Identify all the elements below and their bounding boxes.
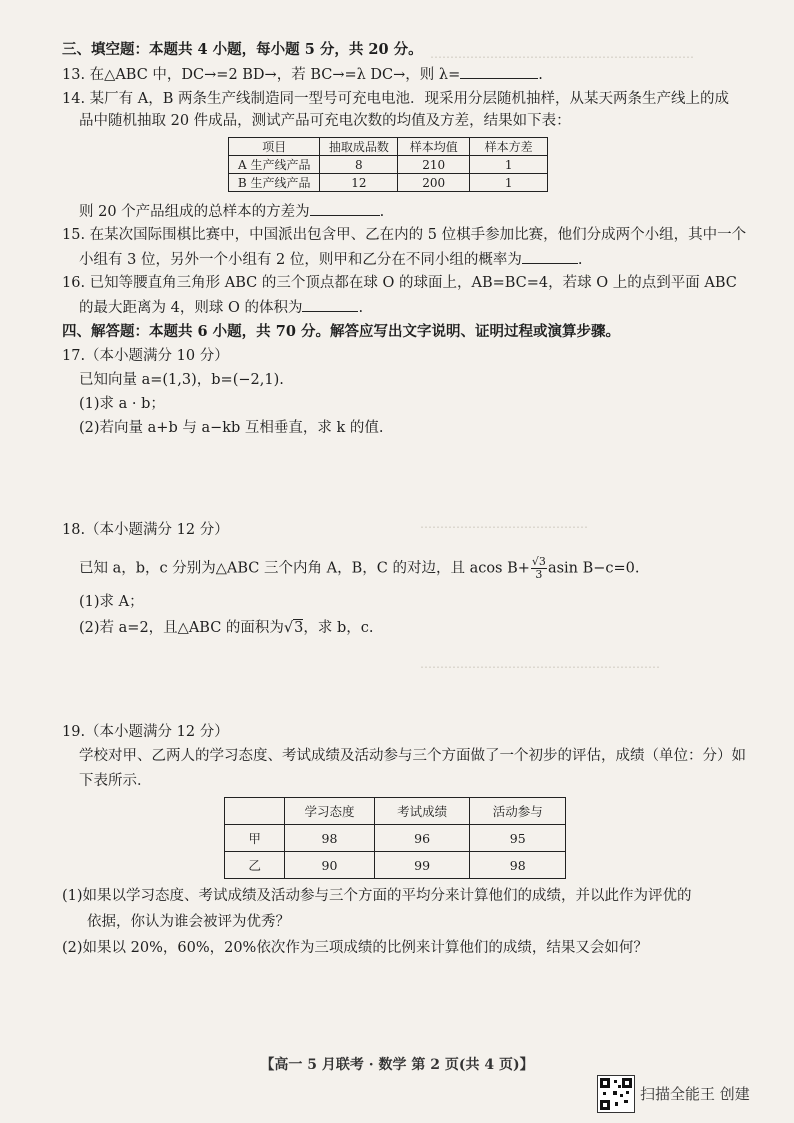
q14-table-cell: A 生产线产品 bbox=[229, 156, 320, 174]
q19-table-cell: 99 bbox=[374, 852, 470, 879]
q18-part2: (2)若 a=2，且△ABC 的面积为√3，求 b，c. bbox=[79, 620, 374, 636]
q18-part1: (1)求 A； bbox=[79, 594, 144, 610]
q13-text: 13. 在△ABC 中， bbox=[62, 67, 182, 83]
q16-line1: 16. 已知等腰直角三角形 ABC 的三个顶点都在球 O 的球面上，AB=BC=4，若球 O 上的点到平面 ABC bbox=[62, 275, 737, 291]
q19-table-header: 活动参与 bbox=[470, 798, 566, 825]
q18-part2-text: (2)若 a=2，且△ABC 的面积为 bbox=[79, 620, 284, 636]
q16-answer-blank bbox=[302, 297, 358, 312]
bleed-through-text: ⋯⋯⋯⋯⋯⋯⋯⋯⋯⋯⋯⋯⋯⋯ bbox=[420, 520, 588, 534]
q14-period: . bbox=[379, 204, 385, 220]
q18-fraction bbox=[531, 556, 547, 581]
q18-given-text-end: asin B−c=0. bbox=[547, 560, 640, 577]
q14-table-cell: 1 bbox=[470, 156, 548, 174]
q19-title: 19.（本小题满分 12 分） bbox=[62, 724, 229, 740]
q13-vector-relation: DC→=2 BD→，若 BC→=λ DC→，则 λ= bbox=[181, 67, 461, 83]
bleed-through-text: ⋯⋯⋯⋯⋯⋯⋯⋯⋯⋯⋯⋯⋯⋯⋯⋯⋯⋯⋯⋯⋯⋯ bbox=[430, 50, 694, 64]
q18-part2-text-end: ，求 b，c. bbox=[303, 620, 374, 636]
q19-table-row bbox=[225, 825, 566, 852]
q14-table-cell: 200 bbox=[398, 174, 470, 192]
q15-answer-blank bbox=[522, 249, 578, 264]
q19-line1: 学校对甲、乙两人的学习态度、考试成绩及活动参与三个方面做了一个初步的评估，成绩（单位：分）如 bbox=[79, 748, 746, 764]
q18-title: 18.（本小题满分 12 分） bbox=[62, 522, 229, 538]
q14-table-header-row bbox=[229, 138, 548, 156]
qr-code-icon bbox=[597, 1075, 635, 1113]
q16-period: . bbox=[358, 300, 364, 316]
q14-line3 bbox=[79, 201, 384, 222]
q19-table bbox=[224, 797, 566, 879]
q13-period: . bbox=[538, 67, 543, 83]
q19-part1-line1: (1)如果以学习态度、考试成绩及活动参与三个方面的平均分来计算他们的成绩，并以此作为评优的 bbox=[62, 888, 692, 904]
q18-fraction-denominator: 3 bbox=[535, 568, 543, 581]
q15-line2 bbox=[79, 249, 583, 270]
section4-header: 四、解答题：本题共 6 小题，共 70 分。解答应写出文字说明、证明过程或演算步骤。 bbox=[62, 323, 620, 340]
q14-table-row bbox=[229, 156, 548, 174]
q14-line2: 品中随机抽取 20 件成品，测试产品可充电次数的均值及方差，结果如下表： bbox=[79, 113, 571, 129]
q19-table-cell: 乙 bbox=[225, 852, 285, 879]
q18-given bbox=[79, 556, 640, 581]
page-footer: 【高一 5 月联考 · 数学 第 2 页(共 4 页)】 bbox=[260, 1057, 534, 1073]
q17-part2: (2)若向量 a+b 与 a−kb 互相垂直，求 k 的值. bbox=[79, 420, 384, 436]
q19-part2: (2)如果以 20%，60%，20%依次作为三项成绩的比例来计算他们的成绩，结果又会如何？ bbox=[62, 940, 648, 956]
q19-table-cell: 甲 bbox=[225, 825, 285, 852]
q18-sqrt-value: 3 bbox=[294, 620, 304, 636]
section3-header: 三、填空题：本题共 4 小题，每小题 5 分，共 20 分。 bbox=[62, 41, 423, 58]
q17-given: 已知向量 a=(1,3)，b=(−2,1). bbox=[79, 372, 284, 388]
scanner-watermark: 扫描全能王 创建 bbox=[640, 1085, 750, 1103]
q19-table-header: 考试成绩 bbox=[374, 798, 470, 825]
q14-question-text: 则 20 个产品组成的总样本的方差为 bbox=[79, 204, 310, 220]
q15-period: . bbox=[577, 252, 583, 268]
q18-fraction-numerator: √3 bbox=[531, 555, 546, 568]
q13 bbox=[62, 64, 543, 85]
q19-table-cell: 96 bbox=[374, 825, 470, 852]
bleed-through-text: ⋯⋯⋯⋯⋯⋯⋯⋯⋯⋯⋯⋯⋯⋯⋯⋯⋯⋯⋯⋯ bbox=[420, 660, 660, 674]
q15-line1: 15. 在某次国际围棋比赛中，中国派出包含甲、乙在内的 5 位棋手参加比赛，他们分成两个小组，其中一个 bbox=[62, 227, 747, 243]
q14-table-row bbox=[229, 174, 548, 192]
q19-table-cell: 95 bbox=[470, 825, 566, 852]
q14-answer-blank bbox=[310, 201, 380, 216]
q19-part1-line2: 依据，你认为谁会被评为优秀？ bbox=[87, 914, 290, 930]
q18-given-text: 已知 a，b，c 分别为△ABC 三个内角 A，B，C 的对边，且 acos B+ bbox=[79, 560, 530, 577]
q19-table-cell: 98 bbox=[470, 852, 566, 879]
q14-table-header: 样本均值 bbox=[398, 138, 470, 156]
q19-table-row bbox=[225, 852, 566, 879]
q19-table-header: 学习态度 bbox=[285, 798, 375, 825]
q14-table-cell: 1 bbox=[470, 174, 548, 192]
q13-answer-blank bbox=[460, 64, 538, 79]
q15-question-text: 小组有 3 位，另外一个小组有 2 位，则甲和乙分在不同小组的概率为 bbox=[79, 252, 522, 268]
q14-table bbox=[228, 137, 548, 192]
q14-table-cell: 8 bbox=[320, 156, 398, 174]
q19-table-header-row bbox=[225, 798, 566, 825]
q19-table-cell: 98 bbox=[285, 825, 375, 852]
q14-table-cell: B 生产线产品 bbox=[229, 174, 320, 192]
q16-question-text: 的最大距离为 4，则球 O 的体积为 bbox=[79, 300, 303, 316]
q14-table-header: 样本方差 bbox=[470, 138, 548, 156]
q14-table-header: 项目 bbox=[229, 138, 320, 156]
q19-table-cell: 90 bbox=[285, 852, 375, 879]
q17-part1: (1)求 a · b； bbox=[79, 396, 165, 412]
q19-line2: 下表所示． bbox=[79, 773, 152, 789]
q14-table-header: 抽取成品数 bbox=[320, 138, 398, 156]
q17-title: 17.（本小题满分 10 分） bbox=[62, 348, 229, 364]
q16-line2 bbox=[79, 297, 363, 318]
q14-line1: 14. 某厂有 A，B 两条生产线制造同一型号可充电电池．现采用分层随机抽样，从某天两条生产线上的成 bbox=[62, 91, 730, 107]
q14-table-cell: 12 bbox=[320, 174, 398, 192]
q14-table-cell: 210 bbox=[398, 156, 470, 174]
q19-table-header bbox=[225, 798, 285, 825]
